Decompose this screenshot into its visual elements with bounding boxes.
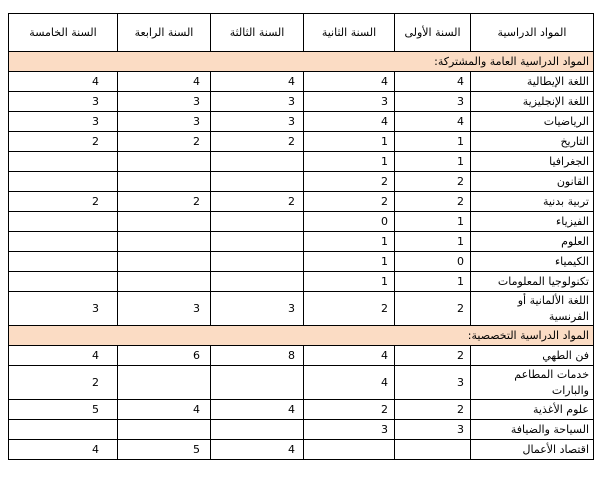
year-2-hours-cell: 3 (304, 420, 395, 440)
table-row (9, 346, 594, 366)
year-1-hours-cell: 1 (395, 232, 471, 252)
year-5-hours-cell: 2 (9, 366, 118, 400)
year-4-hours-cell (118, 420, 211, 440)
year-3-hours-cell (211, 252, 304, 272)
year-5-hours-cell (9, 172, 118, 192)
year-2-hours-cell: 4 (304, 72, 395, 92)
year-2-hours-cell: 1 (304, 272, 395, 292)
table-row (9, 272, 594, 292)
curriculum-table-container (8, 13, 593, 460)
table-row (9, 132, 594, 152)
year-4-hours-cell (118, 252, 211, 272)
year-3-hours-cell (211, 420, 304, 440)
year-5-hours-cell (9, 212, 118, 232)
year-2-hours-cell: 0 (304, 212, 395, 232)
year-2-hours-cell: 2 (304, 192, 395, 212)
subject-cell: فن الطهي (471, 346, 594, 366)
subject-cell: اقتصاد الأعمال (471, 440, 594, 460)
year-3-hours-cell: 3 (211, 112, 304, 132)
year-1-hours-cell (395, 440, 471, 460)
section-header-row (9, 326, 594, 346)
year-1-hours-cell: 2 (395, 292, 471, 326)
subject-cell: الفيزياء (471, 212, 594, 232)
year-2-hours-cell: 4 (304, 346, 395, 366)
table-row (9, 400, 594, 420)
header-year-5: السنة الخامسة (9, 14, 118, 52)
subject-cell: الكيمياء (471, 252, 594, 272)
year-5-hours-cell: 3 (9, 292, 118, 326)
table-row (9, 292, 594, 326)
table-row (9, 212, 594, 232)
year-5-hours-cell: 4 (9, 72, 118, 92)
year-5-hours-cell (9, 152, 118, 172)
year-1-hours-cell: 1 (395, 132, 471, 152)
year-4-hours-cell (118, 212, 211, 232)
year-1-hours-cell: 2 (395, 192, 471, 212)
subject-cell: تكنولوجيا المعلومات (471, 272, 594, 292)
year-4-hours-cell (118, 232, 211, 252)
year-3-hours-cell (211, 172, 304, 192)
header-subject: المواد الدراسية (471, 14, 594, 52)
year-4-hours-cell: 3 (118, 292, 211, 326)
year-5-hours-cell: 5 (9, 400, 118, 420)
year-1-hours-cell: 2 (395, 346, 471, 366)
subject-cell: الرياضيات (471, 112, 594, 132)
year-1-hours-cell: 1 (395, 152, 471, 172)
year-2-hours-cell: 1 (304, 232, 395, 252)
year-1-hours-cell: 4 (395, 72, 471, 92)
year-1-hours-cell: 1 (395, 212, 471, 232)
year-3-hours-cell (211, 366, 304, 400)
table-row (9, 232, 594, 252)
table-row (9, 192, 594, 212)
table-row (9, 252, 594, 272)
year-2-hours-cell: 4 (304, 366, 395, 400)
header-year-3: السنة الثالثة (211, 14, 304, 52)
year-4-hours-cell: 2 (118, 192, 211, 212)
year-2-hours-cell: 1 (304, 152, 395, 172)
year-4-hours-cell (118, 152, 211, 172)
year-1-hours-cell: 1 (395, 272, 471, 292)
year-5-hours-cell: 3 (9, 92, 118, 112)
subject-cell: التاريخ (471, 132, 594, 152)
subject-cell: اللغة الإيطالية (471, 72, 594, 92)
header-year-1: السنة الأولى (395, 14, 471, 52)
year-4-hours-cell (118, 172, 211, 192)
subject-cell: اللغة الإنجليزية (471, 92, 594, 112)
header-year-2: السنة الثانية (304, 14, 395, 52)
year-1-hours-cell: 4 (395, 112, 471, 132)
table-row (9, 440, 594, 460)
year-1-hours-cell: 0 (395, 252, 471, 272)
year-2-hours-cell: 2 (304, 172, 395, 192)
section-title: المواد الدراسية التخصصية: (9, 326, 594, 346)
table-row (9, 112, 594, 132)
year-3-hours-cell (211, 232, 304, 252)
year-5-hours-cell: 4 (9, 346, 118, 366)
year-3-hours-cell (211, 212, 304, 232)
year-3-hours-cell: 8 (211, 346, 304, 366)
year-1-hours-cell: 3 (395, 366, 471, 400)
year-3-hours-cell: 3 (211, 92, 304, 112)
year-3-hours-cell: 4 (211, 72, 304, 92)
subject-cell: اللغة الألمانية أو الفرنسية (471, 292, 594, 326)
year-2-hours-cell: 2 (304, 400, 395, 420)
year-3-hours-cell: 3 (211, 292, 304, 326)
year-4-hours-cell: 6 (118, 346, 211, 366)
year-1-hours-cell: 3 (395, 420, 471, 440)
table-body (9, 52, 594, 460)
subject-cell: الجغرافيا (471, 152, 594, 172)
year-3-hours-cell: 2 (211, 132, 304, 152)
year-5-hours-cell: 2 (9, 132, 118, 152)
year-3-hours-cell: 2 (211, 192, 304, 212)
year-5-hours-cell (9, 420, 118, 440)
year-3-hours-cell (211, 152, 304, 172)
year-2-hours-cell: 4 (304, 112, 395, 132)
year-4-hours-cell: 4 (118, 72, 211, 92)
table-row (9, 172, 594, 192)
year-5-hours-cell: 4 (9, 440, 118, 460)
year-4-hours-cell (118, 272, 211, 292)
year-4-hours-cell: 3 (118, 112, 211, 132)
subject-cell: تربية بدنية (471, 192, 594, 212)
year-3-hours-cell (211, 272, 304, 292)
subject-cell: خدمات المطاعم والبارات (471, 366, 594, 400)
year-5-hours-cell (9, 272, 118, 292)
section-header-row (9, 52, 594, 72)
subject-cell: السياحة والضيافة (471, 420, 594, 440)
subject-cell: القانون (471, 172, 594, 192)
year-2-hours-cell: 1 (304, 132, 395, 152)
curriculum-hours-table (8, 13, 594, 460)
year-5-hours-cell (9, 252, 118, 272)
subject-cell: العلوم (471, 232, 594, 252)
table-row (9, 92, 594, 112)
year-5-hours-cell (9, 232, 118, 252)
year-2-hours-cell (304, 440, 395, 460)
year-1-hours-cell: 2 (395, 400, 471, 420)
year-2-hours-cell: 1 (304, 252, 395, 272)
table-row (9, 72, 594, 92)
year-1-hours-cell: 2 (395, 172, 471, 192)
year-4-hours-cell (118, 366, 211, 400)
table-row (9, 152, 594, 172)
table-row (9, 420, 594, 440)
year-2-hours-cell: 2 (304, 292, 395, 326)
year-4-hours-cell: 3 (118, 92, 211, 112)
year-3-hours-cell: 4 (211, 440, 304, 460)
header-year-4: السنة الرابعة (118, 14, 211, 52)
year-5-hours-cell: 3 (9, 112, 118, 132)
header-row (9, 14, 594, 52)
year-4-hours-cell: 2 (118, 132, 211, 152)
year-4-hours-cell: 5 (118, 440, 211, 460)
year-1-hours-cell: 3 (395, 92, 471, 112)
subject-cell: علوم الأغذية (471, 400, 594, 420)
table-row (9, 366, 594, 400)
section-title: المواد الدراسية العامة والمشتركة: (9, 52, 594, 72)
year-4-hours-cell: 4 (118, 400, 211, 420)
year-3-hours-cell: 4 (211, 400, 304, 420)
year-5-hours-cell: 2 (9, 192, 118, 212)
year-2-hours-cell: 3 (304, 92, 395, 112)
